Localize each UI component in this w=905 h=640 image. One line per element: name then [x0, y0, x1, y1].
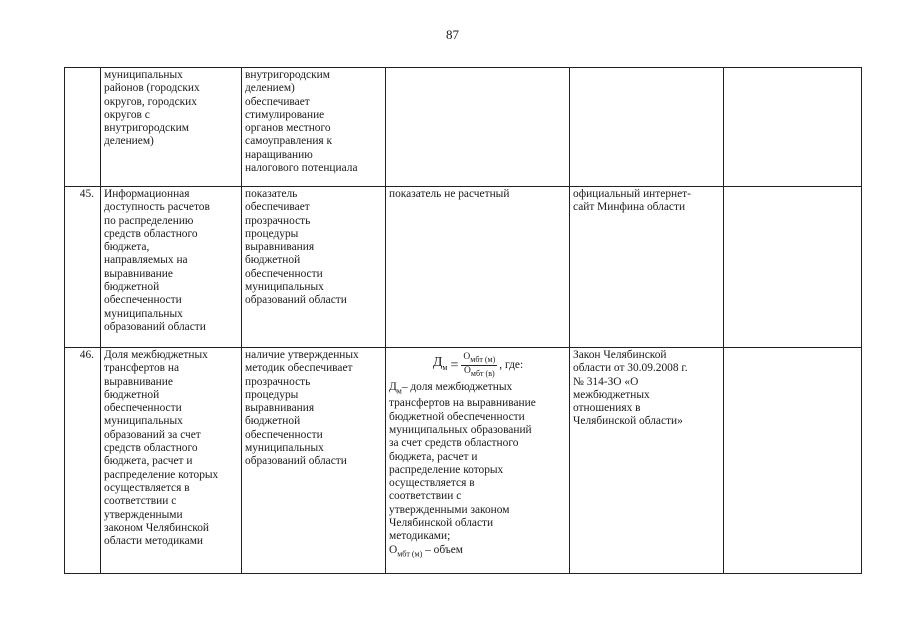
formula-fraction: $\frac{О_{мбт (м)}}{О_{мбт (в)}}$ — [463, 352, 496, 378]
formula-definition: $Д_м-$ доля межбюджетных трансфертов на выравнивание бюджетной обеспеченности муниципальных образований за счет средств областного бюджета, расчет и распределение которых осуществляется в соответствии с утвержденными законом Челябинской области методиками; — [389, 380, 536, 543]
calculation-method-cell — [386, 68, 570, 187]
row-number-cell — [65, 68, 101, 187]
indicator-purpose-cell: наличие утвержденных методик обеспечивает прозрачность процедуры выравнивания бюджетной обеспеченности муниципальных образований области — [242, 348, 386, 574]
row-number-cell: 45. — [65, 187, 101, 348]
calculation-method-cell — [386, 348, 570, 574]
indicators-table — [64, 67, 862, 574]
data-source-cell — [570, 68, 724, 187]
indicator-purpose-cell: внутригородским делением) обеспечивает стимулирование органов местного самоуправления к наращиванию налогового потенциала — [242, 68, 386, 187]
indicator-name-cell: Доля межбюджетных трансфертов на выравнивание бюджетной обеспеченности муниципальных образований за счет средств областного бюджета, расчет и распределение которых осуществляется в соответствии с утвержденными законом Челябинской области методиками — [101, 348, 242, 574]
table-row — [65, 348, 862, 574]
formula: $Д_м$ = $\frac{О_{мбт (м)}}{О_{мбт (в)}}$ , где: — [432, 352, 524, 378]
data-source-cell: официальный интернет- сайт Минфина области — [570, 187, 724, 348]
extra-cell — [724, 187, 862, 348]
extra-cell — [724, 348, 862, 574]
table-row — [65, 68, 862, 187]
extra-cell — [724, 68, 862, 187]
indicator-purpose-cell: показатель обеспечивает прозрачность процедуры выравнивания бюджетной обеспеченности муниципальных образований области — [242, 187, 386, 348]
formula-definition: $О_{мбт (м)}$ – объем — [389, 543, 464, 558]
data-source-cell: Закон Челябинской области от 30.09.2008 г. № 314-ЗО «О межбюджетных отношениях в Челябинской области» — [570, 348, 724, 574]
calculation-method-cell: показатель не расчетный — [386, 187, 570, 348]
table-row — [65, 187, 862, 348]
page-number: 87 — [446, 27, 459, 42]
indicator-name-cell: Информационная доступность расчетов по распределению средств областного бюджета, направляемых на выравнивание бюджетной обеспеченности муниципальных образований области — [101, 187, 242, 348]
indicator-name-cell: муниципальных районов (городских округов, городских округов с внутригородским делением) — [101, 68, 242, 187]
row-number-cell: 46. — [65, 348, 101, 574]
